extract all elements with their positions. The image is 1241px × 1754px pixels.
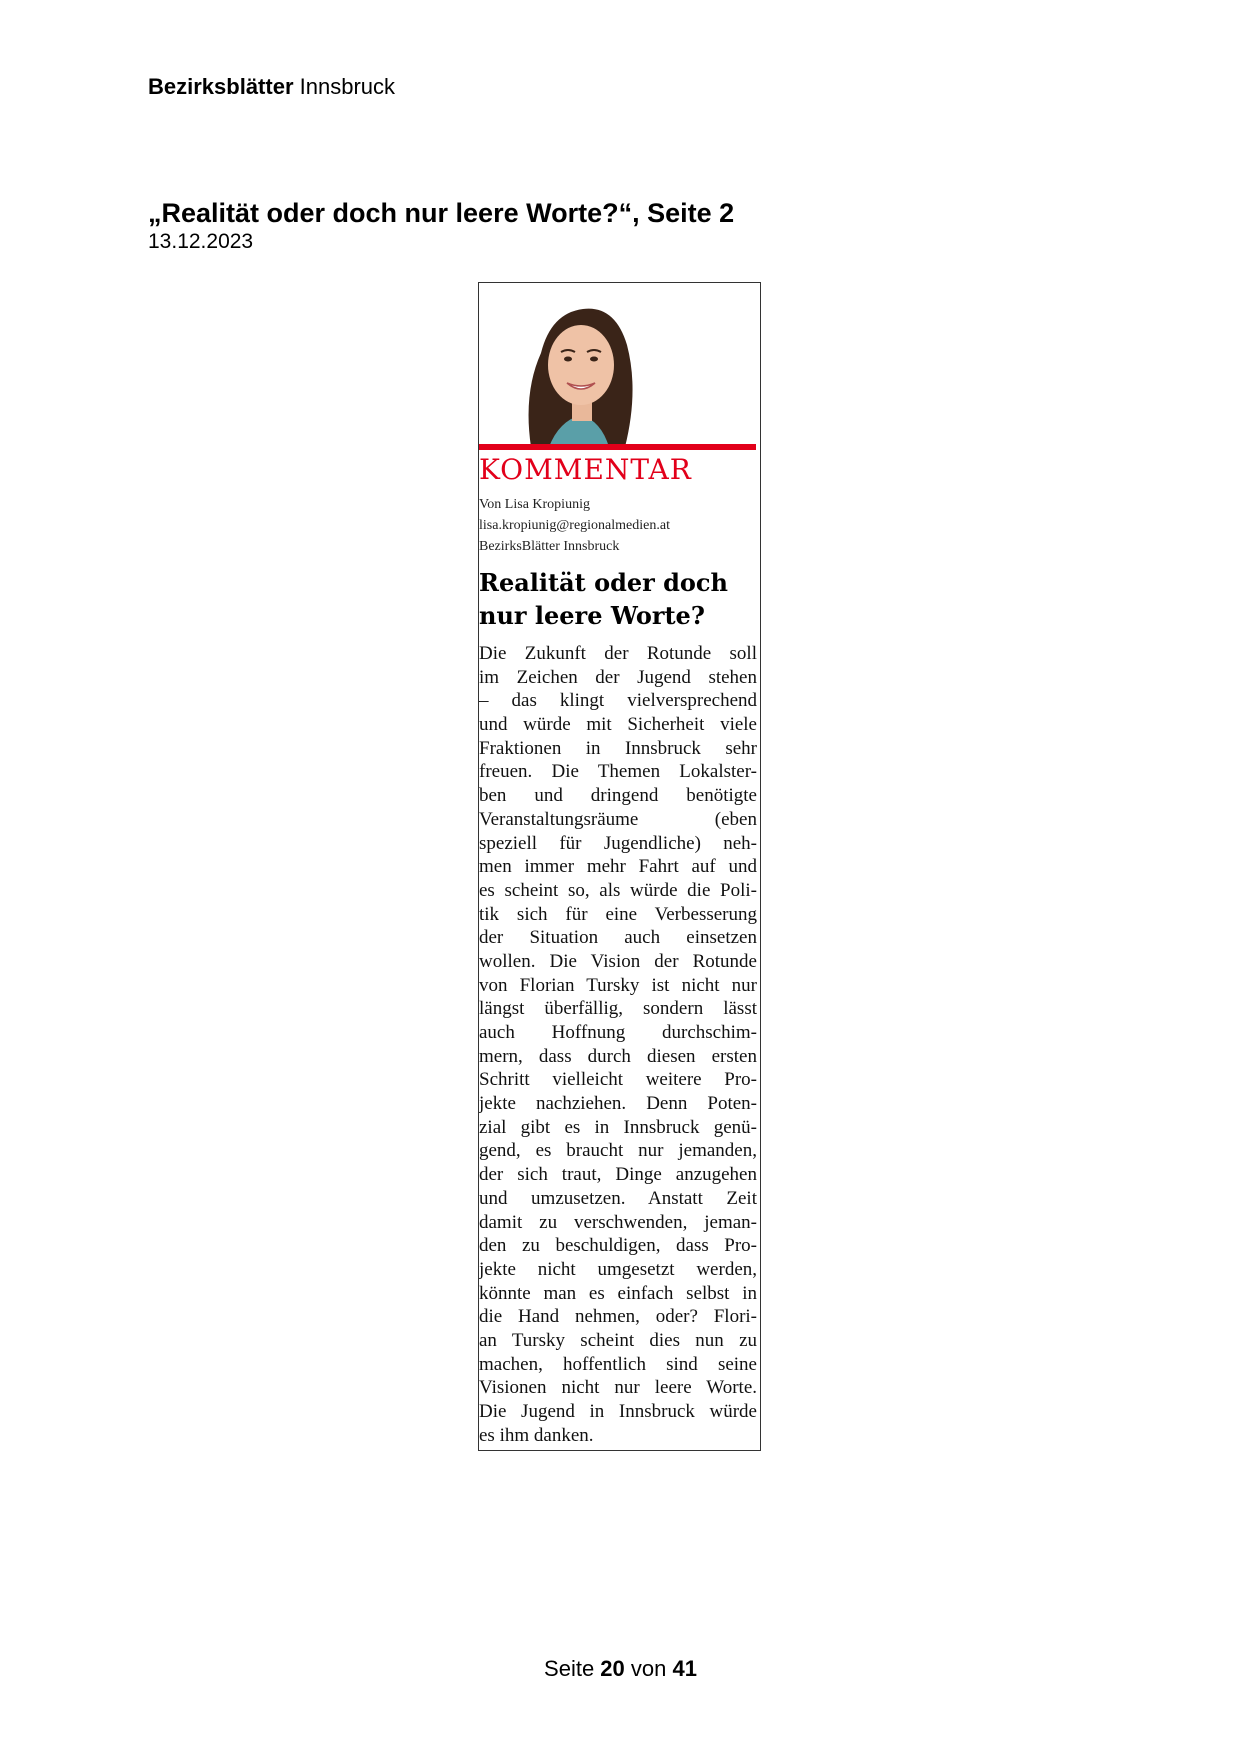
body-line: der sich traut, Dinge anzugehen	[479, 1164, 757, 1186]
body-line: und umzusetzen. Anstatt Zeit	[479, 1187, 757, 1209]
body-line: zial gibt es in Innsbruck genü-	[479, 1116, 757, 1138]
body-line: mern, dass durch diesen ersten	[479, 1045, 757, 1067]
document-date: 13.12.2023	[148, 230, 254, 253]
body-line: an Tursky scheint dies nun zu	[479, 1329, 757, 1351]
byline-email: lisa.kropiunig@regionalmedien.at	[479, 518, 670, 533]
section-label: KOMMENTAR	[479, 453, 692, 486]
byline	[479, 494, 670, 557]
body-line: es ihm danken.	[479, 1424, 594, 1446]
author-portrait	[479, 283, 759, 447]
body-line: der Situation auch einsetzen	[479, 927, 757, 949]
body-line: auch Hoffnung durchschim-	[479, 1022, 757, 1043]
body-line: gend, es braucht nur jemanden,	[479, 1140, 757, 1162]
article-headline	[479, 566, 757, 632]
current-page: 20	[600, 1656, 625, 1681]
body-line: Die Zukunft der Rotunde soll	[479, 643, 757, 664]
headline-line: nur leere Worte?	[479, 601, 705, 630]
body-line: machen, hoffentlich sind seine	[479, 1353, 757, 1375]
body-line: damit zu verschwenden, jeman-	[479, 1211, 757, 1233]
body-line: men immer mehr Fahrt auf und	[479, 856, 757, 878]
body-line: längst überfällig, sondern lässt	[479, 998, 757, 1020]
body-line: Die Jugend in Innsbruck würde	[479, 1401, 757, 1422]
body-line: von Florian Tursky ist nicht nur	[479, 974, 757, 996]
article-clipping	[478, 282, 761, 1451]
page-middle: von	[624, 1656, 673, 1681]
body-line: speziell für Jugendliche) neh-	[479, 832, 757, 854]
article-body	[479, 642, 757, 1447]
body-line: könnte man es einfach selbst in	[479, 1282, 757, 1304]
page-number	[0, 1656, 1241, 1682]
page-prefix: Seite	[544, 1656, 601, 1681]
body-line: Visionen nicht nur leere Worte.	[479, 1377, 757, 1399]
byline-author: Von Lisa Kropiunig	[479, 497, 590, 512]
accent-rule	[479, 444, 756, 450]
body-line: ben und dringend benötigte	[479, 785, 757, 807]
headline-line: Realität oder doch	[479, 568, 728, 597]
body-line: jekte nachziehen. Denn Poten-	[479, 1093, 757, 1115]
body-line: Veranstaltungsräume (eben	[479, 808, 757, 830]
publication-name-bold: Bezirksblätter	[148, 74, 294, 99]
body-line: den zu beschuldigen, dass Pro-	[479, 1235, 757, 1257]
byline-publication: BezirksBlätter Innsbruck	[479, 539, 620, 554]
publication-name	[148, 74, 395, 100]
publication-name-regular: Innsbruck	[293, 74, 396, 99]
document-title: „Realität oder doch nur leere Worte?“, Seite 2	[148, 198, 735, 228]
body-line: es scheint so, als würde die Poli-	[479, 879, 757, 901]
body-line: Fraktionen in Innsbruck sehr	[479, 737, 757, 759]
body-line: im Zeichen der Jugend stehen	[479, 666, 757, 688]
body-line: wollen. Die Vision der Rotunde	[479, 950, 757, 972]
body-line: jekte nicht umgesetzt werden,	[479, 1258, 757, 1280]
body-line: freuen. Die Themen Lokalster-	[479, 761, 757, 783]
body-line: und würde mit Sicherheit viele	[479, 714, 757, 736]
body-line: Schritt vielleicht weitere Pro-	[479, 1069, 757, 1091]
total-pages: 41	[672, 1656, 697, 1681]
body-line: – das klingt vielversprechend	[479, 690, 757, 712]
body-line: tik sich für eine Verbesserung	[479, 903, 757, 925]
body-line: die Hand nehmen, oder? Flori-	[479, 1306, 757, 1328]
